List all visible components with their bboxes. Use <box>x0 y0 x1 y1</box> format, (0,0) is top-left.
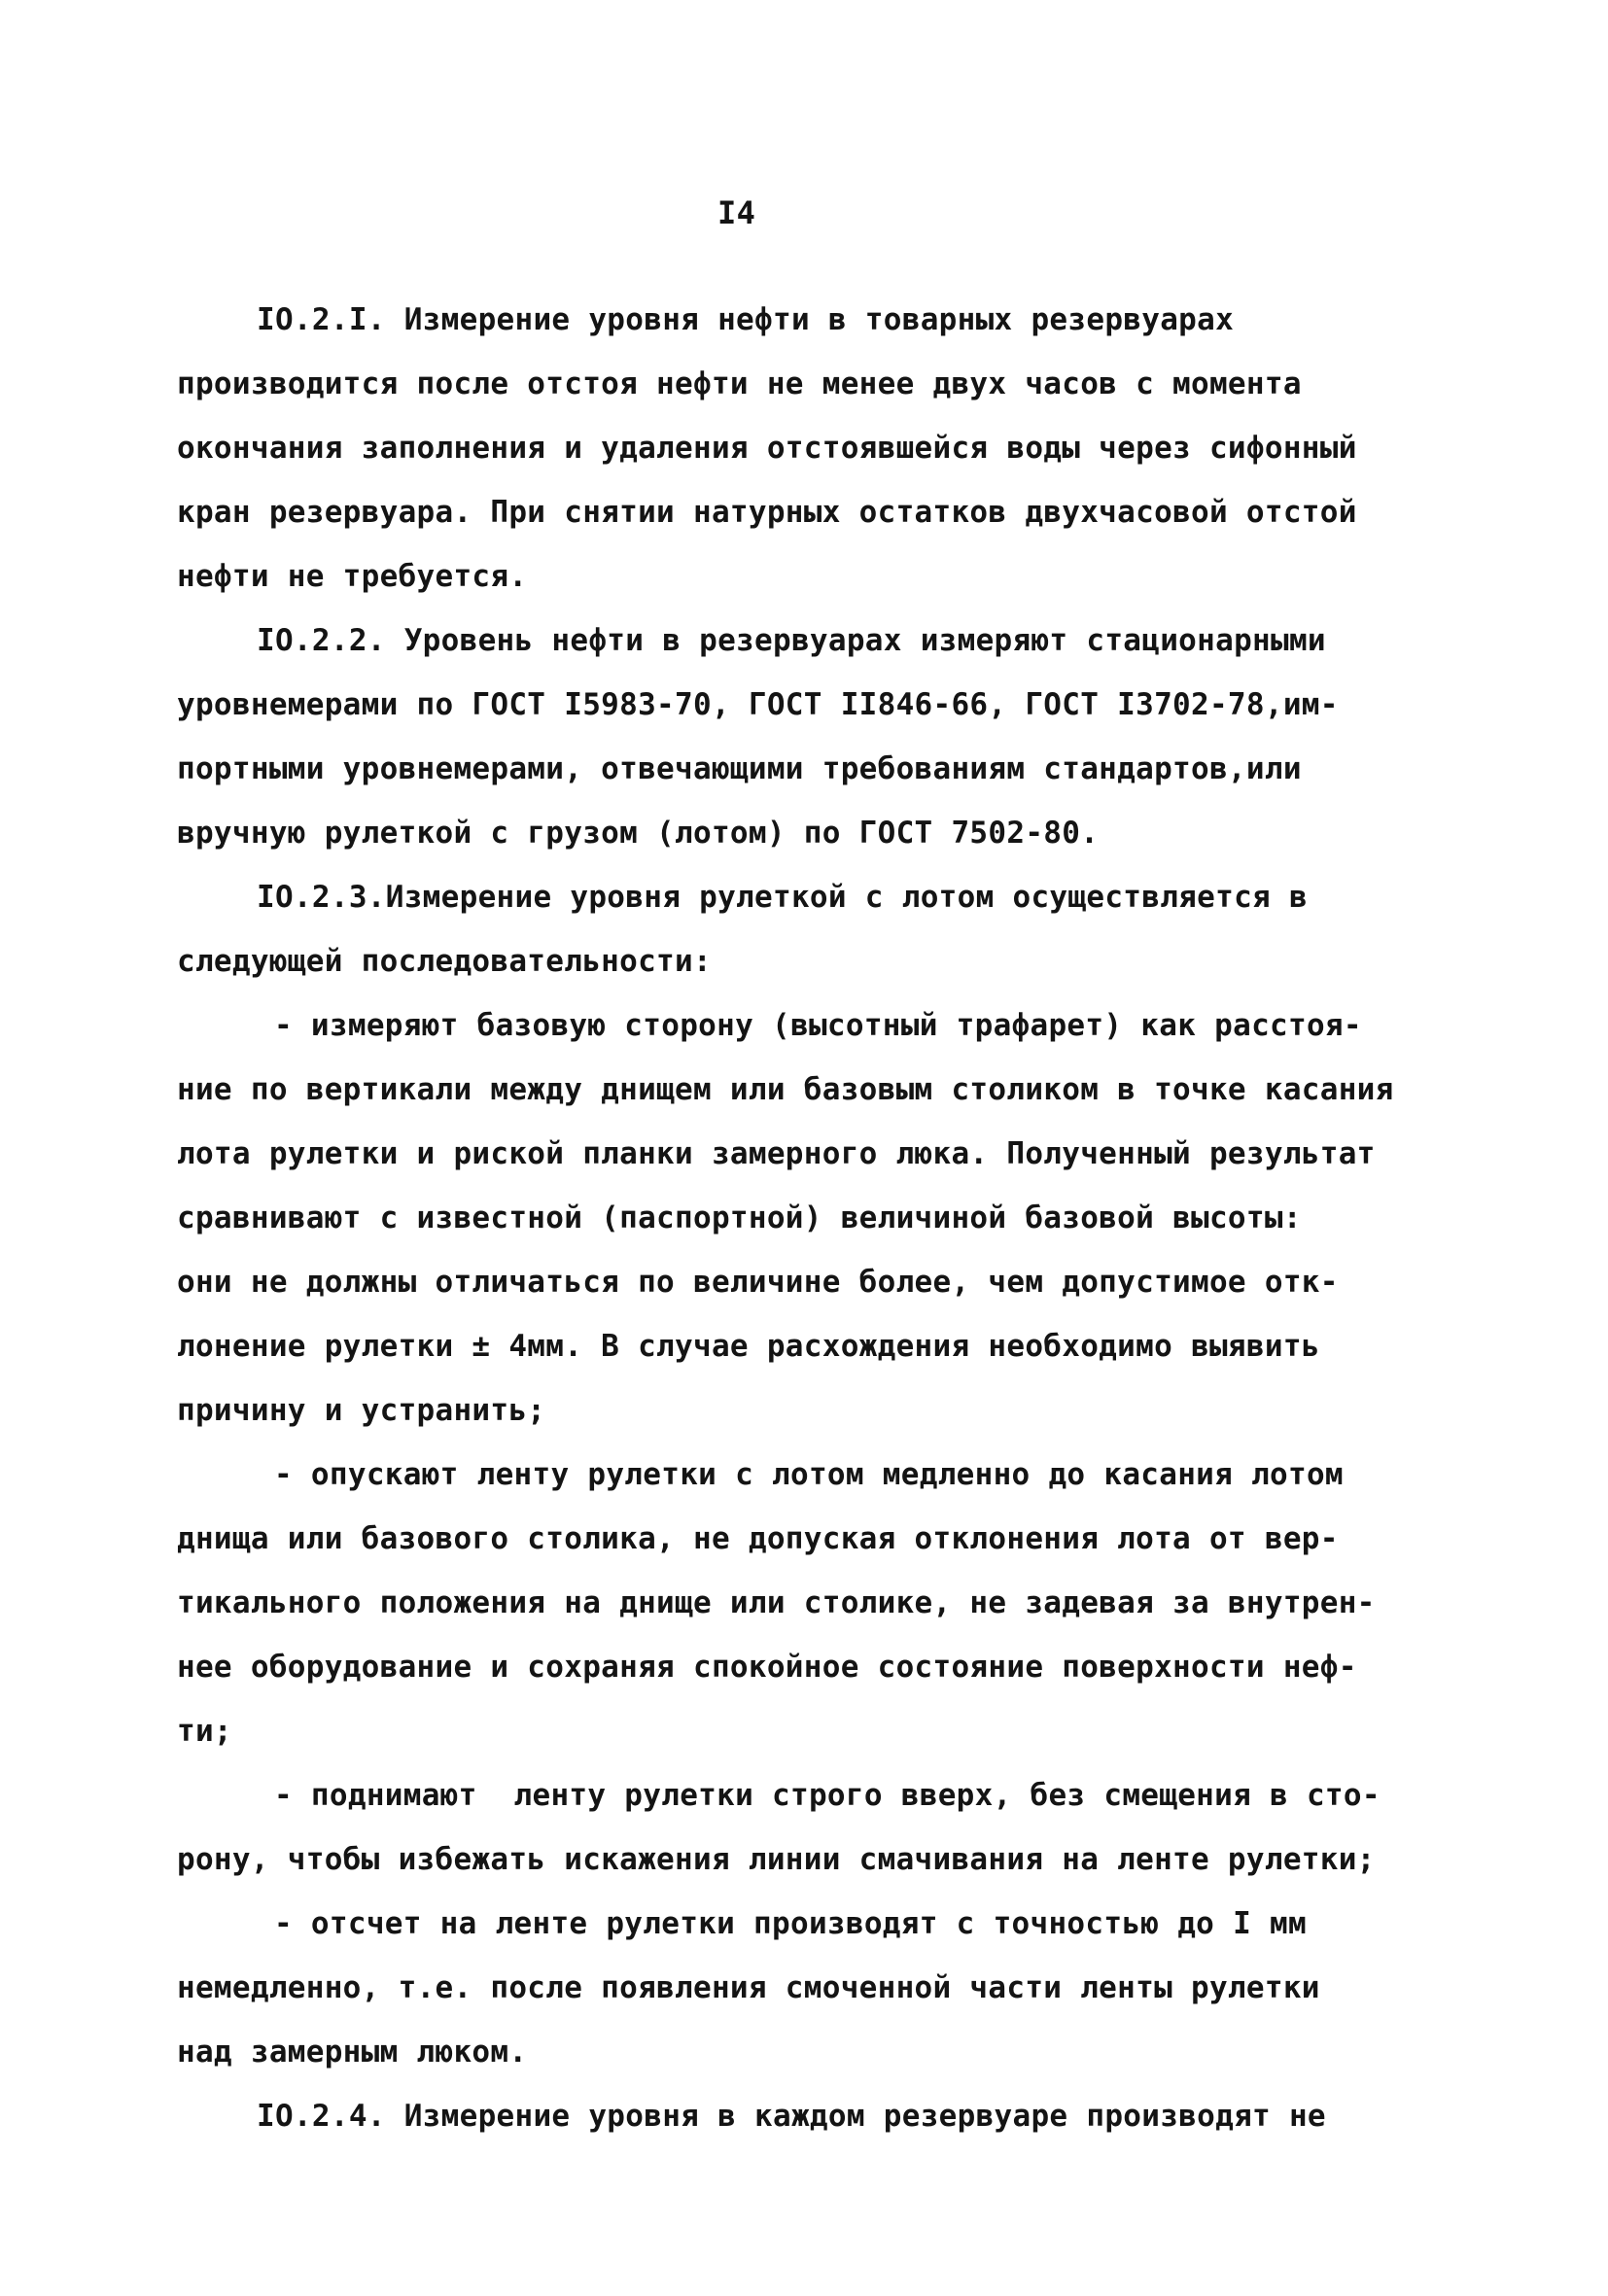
text-line: лонение рулетки ± 4мм. В случае расхождения необходимо выявить <box>177 1329 1320 1364</box>
text-line: - измеряют базовую сторону (высотный трафарет) как расстоя- <box>274 1008 1362 1043</box>
paragraph-10-2-3 <box>177 865 1441 993</box>
text-line: кран резервуара. При снятии натурных остатков двухчасовой отстой <box>177 495 1357 530</box>
text-line: вручную рулеткой с грузом (лотом) по ГОСТ 7502-80. <box>177 816 1100 851</box>
list-item-measure-base-height <box>177 993 1441 1443</box>
text-line: они не должны отличаться по величине более, чем допустимое отк- <box>177 1265 1339 1300</box>
text-line: сравнивают с известной (паспортной) величиной базовой высоты: <box>177 1200 1302 1235</box>
paragraph-10-2-4 <box>177 2084 1441 2148</box>
text-line: IO.2.2. Уровень нефти в резервуарах измеряют стационарными <box>257 623 1326 658</box>
text-line: - опускают ленту рулетки с лотом медленно до касания лотом <box>274 1457 1344 1492</box>
text-line: IO.2.4. Измерение уровня в каждом резервуаре производят не <box>257 2099 1326 2134</box>
list-item-lower-tape <box>177 1443 1441 1763</box>
text-line: тикального положения на днище или столике, не задевая за внутрен- <box>177 1585 1376 1620</box>
text-line: портными уровнемерами, отвечающими требованиям стандартов,или <box>177 751 1302 786</box>
text-line: - поднимают ленту рулетки строго вверх, без смещения в сто- <box>274 1778 1381 1813</box>
text-line: ние по вертикали между днищем или базовым столиком в точке касания <box>177 1072 1394 1107</box>
text-line: немедленно, т.е. после появления смоченной части ленты рулетки <box>177 1970 1320 2005</box>
list-item-raise-tape <box>177 1763 1441 1892</box>
text-line: ти; <box>177 1714 232 1749</box>
text-line: следующей последовательности: <box>177 944 712 979</box>
text-line: причину и устранить; <box>177 1393 546 1428</box>
list-item-read-tape <box>177 1892 1441 2084</box>
text-line: IO.2.3.Измерение уровня рулеткой с лотом осуществляется в <box>257 880 1308 915</box>
text-line: - отсчет на ленте рулетки производят с точностью до I мм <box>274 1906 1307 1941</box>
text-line: лота рулетки и риской планки замерного люка. Полученный результат <box>177 1136 1376 1171</box>
text-line: рону, чтобы избежать искажения линии смачивания на ленте рулетки; <box>177 1842 1376 1877</box>
paragraph-10-2-2 <box>177 609 1441 865</box>
paragraph-10-2-1 <box>177 288 1441 609</box>
text-line: уровнемерами по ГОСТ I5983-70, ГОСТ II846-66, ГОСТ I3702-78,им- <box>177 687 1339 722</box>
text-line: окончания заполнения и удаления отстоявшейся воды через сифонный <box>177 431 1357 466</box>
text-line: днища или базового столика, не допуская отклонения лота от вер- <box>177 1521 1339 1556</box>
text-line: производится после отстоя нефти не менее двух часов с момента <box>177 366 1302 401</box>
page-number: I4 <box>717 194 756 231</box>
document-body <box>177 288 1441 2148</box>
text-line: над замерным люком. <box>177 2035 528 2070</box>
text-line: нефти не требуется. <box>177 559 528 594</box>
text-line: нее оборудование и сохраняя спокойное состояние поверхности неф- <box>177 1650 1357 1685</box>
text-line: IO.2.I. Измерение уровня нефти в товарных резервуарах <box>257 302 1235 337</box>
